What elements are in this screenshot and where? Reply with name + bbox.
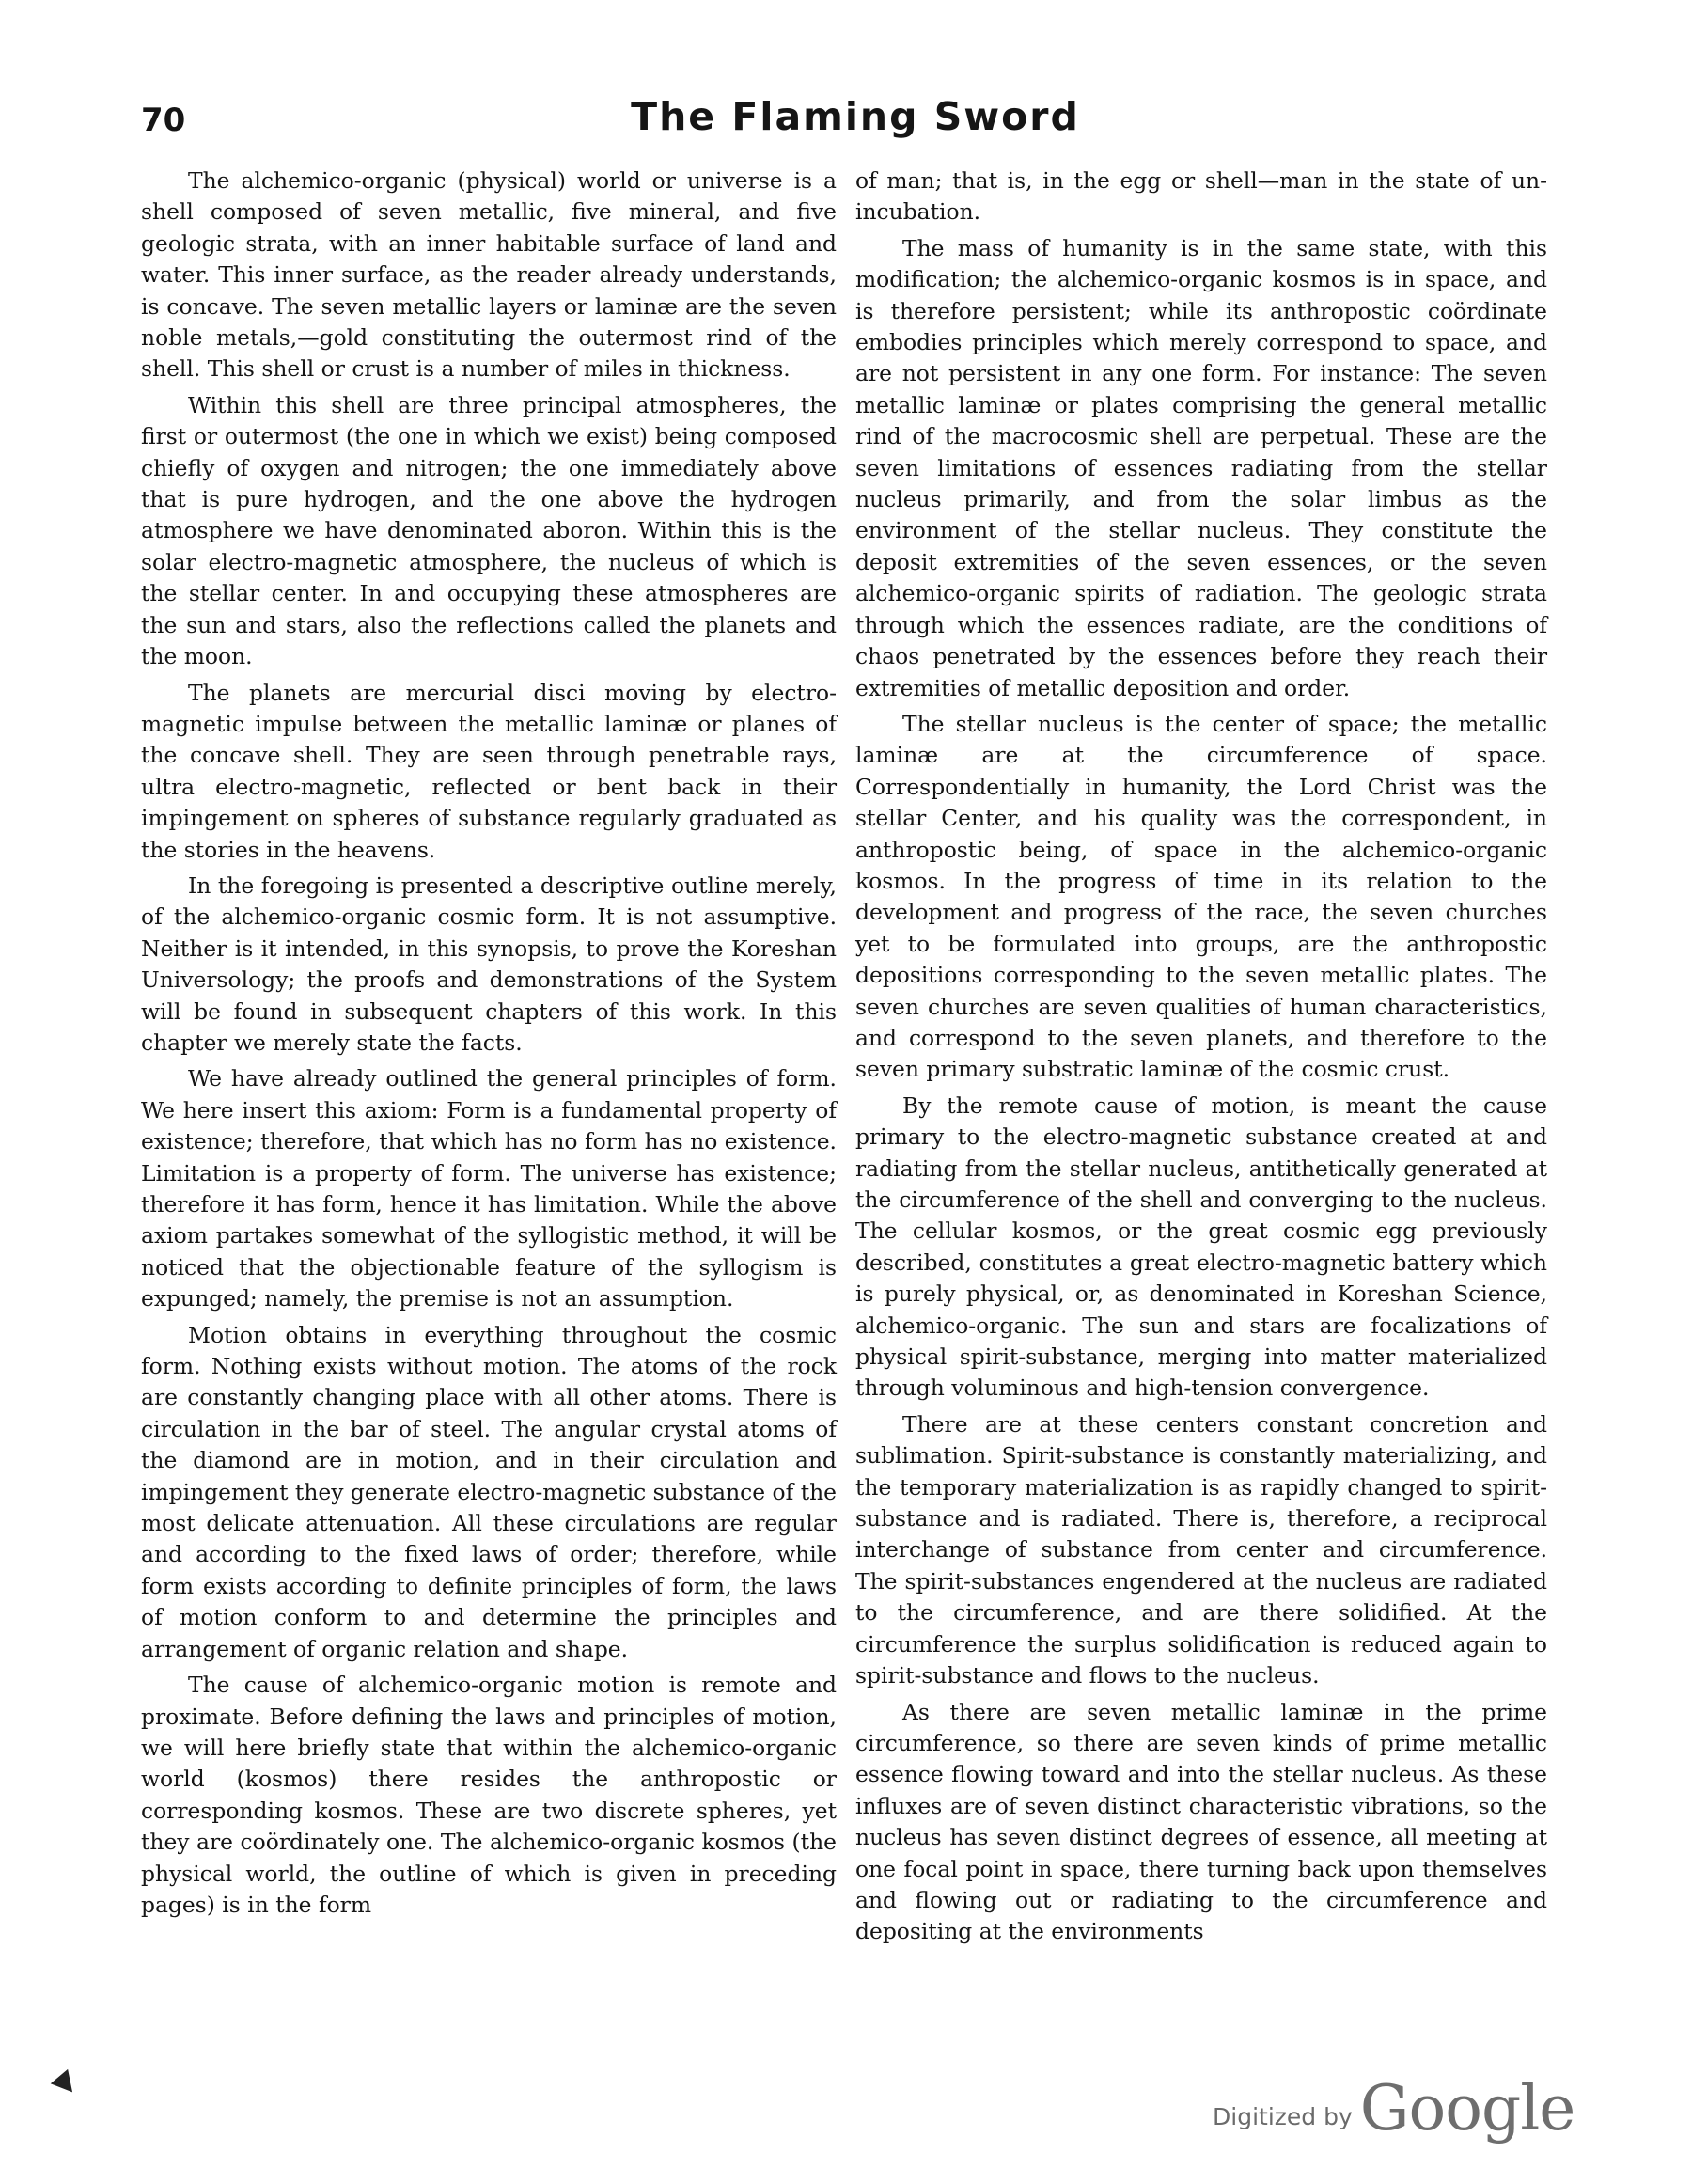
paragraph: Motion obtains in everything throughout the cosmic form. Nothing exists without motion. The atoms of the rock are constantly changing place with all other atoms. There is circulation in the bar of steel. The angular crystal atoms of the diamond are in motion, and in their circulation and impingement they generate electro-magnetic substance of the most delicate attenuation. All these circulations are regular and according to the fixed laws of order; therefore, while form exists according to definite principles of form, the laws of motion conform to and determine the principles and arrangement of organic relation and shape.: [141, 1321, 837, 1662]
paragraph: The cause of alchemico-organic motion is remote and proximate. Before defining the laws and principles of motion, we will here briefly state that within the alchemico-organic world (kosmos) there resides the anthropostic or corresponding kosmos. These are two discrete spheres, yet they are coördinately one. The alchemico-organic kosmos (the physical world, the outline of which is given in preceding pages) is in the form: [141, 1672, 837, 1918]
digitized-label: Digitized by: [1213, 2103, 1353, 2130]
paragraph: As there are seven metallic laminæ in the prime circumference, so there are seven kinds of prime metallic essence flowing toward and into the stellar nucleus. As these influxes are of seven distinct characteristic vibrations, so the nucleus has seven distinct degrees of essence, all meeting at one focal point in space, there turning back upon themselves and flowing out or radiating to the circumference and depositing at the environments: [855, 1698, 1547, 1945]
paragraph: We have already outlined the general principles of form. We here insert this axiom: Form is a fundamental property of existence; therefore, that which has no form has no existence. Limitation is a property of form. The universe has existence; therefore it has form, hence it has limitation. While the above axiom partakes somewhat of the syllogistic method, it will be noticed that the objectionable feature of the syllogism is expunged; namely, the premise is not an assumption.: [141, 1065, 837, 1312]
paragraph: By the remote cause of motion, is meant the cause primary to the electro-magnetic substance created at and radiating from the stellar nucleus, antithetically generated at the circumference of the shell and converging to the nucleus. The cellular kosmos, or the great cosmic egg previously described, constitutes a great electro-magnetic battery which is purely physical, or, as denominated in Koreshan Science, alchemico-organic. The sun and stars are focalizations of physical spirit-substance, merging into matter materialized through voluminous and high-tension convergence.: [855, 1092, 1547, 1402]
running-title: The Flaming Sword: [631, 94, 1080, 139]
page-number: 70: [141, 102, 186, 139]
paragraph: Within this shell are three principal atmospheres, the first or outermost (the one in which we exist) being composed chiefly of oxygen and nitrogen; the one immediately above that is pure hydrogen, and the one above the hydrogen atmosphere we have denominated aboron. Within this is the solar electro-magnetic atmosphere, the nucleus of which is the stellar center. In and occupying these atmospheres are the sun and stars, also the reflections called the planets and the moon.: [141, 391, 837, 670]
left-column: [141, 165, 837, 1925]
paragraph: The planets are mercurial disci moving by electro-magnetic impulse between the metallic laminæ or planes of the concave shell. They are seen through penetrable rays, ultra electro-magnetic, reflected or bent back in their impingement on spheres of substance regularly graduated as the stories in the heavens.: [141, 679, 837, 863]
google-logo: Google: [1359, 2072, 1575, 2145]
paragraph: The stellar nucleus is the center of space; the metallic laminæ are at the circumference of space. Correspondentially in humanity, the Lord Christ was the stellar Center, and his quality was the correspondent, in anthropostic being, of space in the alchemico-organic kosmos. In the progress of time in its relation to the development and progress of the race, the seven churches yet to be formulated into groups, are the anthropostic depositions corresponding to the seven metallic plates. The seven churches are seven qualities of human characteristics, and correspond to the seven planets, and therefore to the seven primary substratic laminæ of the cosmic crust.: [855, 710, 1547, 1083]
paragraph: In the foregoing is presented a descriptive outline merely, of the alchemico-organic cosmic form. It is not assumptive. Neither is it intended, in this synopsis, to prove the Koreshan Universology; the proofs and demonstrations of the System will be found in subsequent chapters of this work. In this chapter we merely state the facts.: [141, 872, 837, 1056]
paragraph: The mass of humanity is in the same state, with this modification; the alchemico-organic kosmos is in space, and is therefore persistent; while its anthropostic coördinate embodies principles which merely correspond to space, and are not persistent in any one form. For instance: The seven metallic laminæ or plates comprising the general metallic rind of the macrocosmic shell are perpetual. These are the seven limitations of essences radiating from the stellar nucleus primarily, and from the solar limbus as the environment of the stellar nucleus. They constitute the deposit extremities of the seven essences, or the seven alchemico-organic spirits of radiation. The geologic strata through which the essences radiate, are the conditions of chaos penetrated by the essences before they reach their extremities of metallic deposition and order.: [855, 234, 1547, 701]
paragraph-continuation: of man; that is, in the egg or shell—man in the state of un-incubation.: [855, 167, 1547, 226]
paragraph: The alchemico-organic (physical) world or universe is a shell composed of seven metallic, five mineral, and five geologic strata, with an inner habitable surface of land and water. This inner surface, as the reader already understands, is concave. The seven metallic layers or laminæ are the seven noble metals,—gold constituting the outermost rind of the shell. This shell or crust is a number of miles in thickness.: [141, 167, 837, 383]
right-column: [855, 165, 1547, 1953]
margin-arrow-mark: [51, 2069, 82, 2099]
digitized-by-watermark: [1213, 2072, 1575, 2145]
paragraph: There are at these centers constant concretion and sublimation. Spirit-substance is constantly materializing, and the temporary materialization is as rapidly changed to spirit-substance and is radiated. There is, therefore, a reciprocal interchange of substance from center and circumference. The spirit-substances engendered at the nucleus are radiated to the circumference, and are there solidified. At the circumference the surplus solidification is reduced again to spirit-substance and flows to the nucleus.: [855, 1410, 1547, 1689]
